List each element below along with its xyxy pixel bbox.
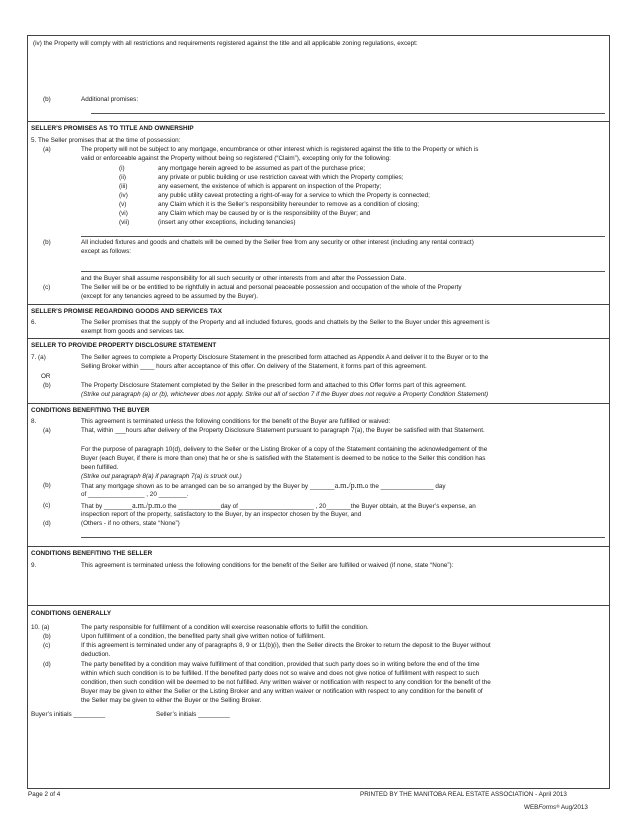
s5-b-line1: All included fixtures and goods and chattels will be owned by the Seller free from any security or other interest (including any rental contract) [81,239,474,246]
s8-d-line1: (Others - if no others, state “None”) [81,520,180,527]
s8-b-line1-pre: That any mortgage shown as to be arranged can be so arranged by the Buyer by _______ [81,483,335,490]
form-frame [27,35,610,789]
s10-a-num: 10. (a) [31,624,50,631]
s8-b-label: (b) [43,482,51,489]
s5-c-label: (c) [43,284,51,291]
s5-item-text: any mortgage herein agreed to be assumed as part of the purchase price; [158,165,366,172]
s7-a-line1: The Seller agrees to complete a Property Disclosure Statement in the prescribed form attached as Appendix A and deliver it to the Buyer or to the [81,354,489,361]
s8-a-label: (a) [43,427,51,434]
s8-p1: For the purpose of paragraph 10(d), delivery to the Seller or the Listing Broker of a copy of the Statement containing the acknowledgement of the [81,446,488,453]
s8-p3: been fulfilled. [81,464,119,471]
s5-exceptions-fill-line[interactable] [81,236,605,237]
s6-num: 6. [31,319,37,326]
s5-a-line2: valid or enforceable against the Property without being so registered (“Claim”), excepting only for the following: [81,155,391,162]
s5-a-label: (a) [43,146,51,153]
s10-d-label: (d) [43,661,51,668]
s8-b-line2: of ________________ , 20 ________. [81,491,189,498]
s7-b-line1: The Property Disclosure Statement completed by the Seller in the prescribed form and attached to this Offer forms part of this agreement. [81,382,467,389]
s5-item-num: (vi) [119,210,128,217]
s5-item-num: (iv) [119,192,128,199]
s7-heading: SELLER TO PROVIDE PROPERTY DISCLOSURE STATEMENT [31,342,217,349]
s5-b-fill-line[interactable] [81,271,605,272]
divider [28,338,609,339]
s10-b-line1: Upon fulfillment of a condition, the benefited party shall give written notice of fulfillment. [81,633,326,640]
s10-heading: CONDITIONS GENERALLY [31,610,112,617]
s9-heading: CONDITIONS BENEFITING THE SELLER [31,550,153,557]
s10-c-line1: If this agreement is terminated under any of paragraphs 8, 9 or 11(b)(i), then the Seller directs the Broker to return the deposit to the Buyer without [81,642,491,649]
printed-by: PRINTED BY THE MANITOBA REAL ESTATE ASSOCIATION - April 2013 [360,791,567,798]
s6-heading: SELLER’S PROMISE REGARDING GOODS AND SERVICES TAX [31,308,222,315]
s8-d-fill-line[interactable] [81,537,605,538]
s5-item-text: any Claim which may be caused by or is the responsibility of the Buyer; and [158,210,371,217]
s10-c-label: (c) [43,642,51,649]
s5-item-text: any private or public building or use restriction caveat with which the Property complies; [158,174,404,181]
s8-a-line1: That, within ___hours after delivery of the Property Disclosure Statement pursuant to paragraph 7(a), the Buyer be satisfied with that Statement. [81,427,485,434]
s5-item-num: (ii) [119,174,127,181]
s9-line1: This agreement is terminated unless the following conditions for the benefit of the Seller are fulfilled or waived (if none, state “None”): [81,562,454,569]
s5-a-line1: The property will not be subject to any mortgage, encumbrance or other interest which is registered against the title to the Property or which is [81,146,479,153]
s7-note: (Strike out paragraph (a) or (b), whichever does not apply. Strike out all of section 7 if the Buyer does not require a Property Condition Statement) [81,391,489,398]
s9-num: 9. [31,562,37,569]
s6-line1: The Seller promises that the supply of the Property and all included fixtures, goods and chattels by the Seller to the Buyer under this agreement is [81,319,490,326]
s10-c-line2: deduction. [81,651,111,658]
s5-heading: SELLER’S PROMISES AS TO TITLE AND OWNERSHIP [31,125,194,132]
s8-c-label: (c) [43,502,51,509]
buyer-initials[interactable]: Buyer’s initials _________ [31,711,106,718]
divider [28,304,609,305]
s8-heading: CONDITIONS BENEFITING THE BUYER [31,407,150,414]
seller-initials[interactable]: Seller’s initials _________ [156,711,230,718]
s8-c-line1-pre: That by ________ [81,503,133,510]
additional-fill-line[interactable] [91,113,605,114]
s5-c-line1: The Seller will be or be entitled to be rightfully in actual and personal peaceable possession and occupation of the whole of the Property [81,284,462,291]
s8-num: 8. [31,418,37,425]
s10-d-line2: within which such condition is to be fulfilled. If the benefited party does not so waive and does not give notice of fulfillment with respect to such [81,670,480,677]
s8-d-label: (d) [43,520,51,527]
s10-d-line3: condition, then such condition will be deemed to be not fulfilled. Any written waiver or notification with respect to any condition for the benefit of the [81,679,491,686]
s5-item-num: (i) [119,165,125,172]
s8-b-line1-post: o the _______________ day [364,483,446,490]
s10-d-line4: Buyer may be given to either the Seller or the Listing Broker and any written waiver or notification with respect to any condition for the benefit of [81,688,483,695]
s8-p-note: (Strike out paragraph 8(a) if paragraph 7(a) is struck out.) [81,473,242,480]
s10-d-line5: the Seller may be given to either the Buyer or the Selling Broker. [81,697,262,704]
s5-item-text: any Claim which it is the Seller’s responsibility hereunder to remove as a condition of closing; [158,201,420,208]
s8-c-line2: inspection report of the property, satisfactory to the Buyer, by an inspector chosen by the Buyer, and [81,511,362,518]
s5-b-line2: except as follows: [81,248,132,255]
s7-or: OR [41,373,51,380]
s5-item-text: (insert any other exceptions, including tenancies) [158,219,296,226]
s8-p2: Buyer (each Buyer, if there is more than one) that he or she is satisfied with the Statement is deemed to be notice to the Seller this condition has [81,455,486,462]
page-number: Page 2 of 4 [28,791,61,798]
s5-item-num: (iii) [119,183,128,190]
divider [28,605,609,606]
webforms-em: Forms [538,804,557,811]
s5-item-text: any public utility caveat protecting a right-of-way for a service to which the Property is connected; [158,192,430,199]
s5-b-line3: and the Buyer shall assume responsibility for all such security or other interests from and after the Possession Date. [81,275,407,282]
s5-item-text: any easement, the existence of which is apparent on inspection of the Property; [158,183,382,190]
s8-c-line1-post: o the ____________day of _____________________ , 20_______the Buyer obtain, at the Buyer’s expense, an [162,503,476,510]
s7-b-label: (b) [43,382,51,389]
additional-label: (b) [43,96,51,103]
s6-line2: exempt from goods and services tax. [81,328,185,335]
s10-b-label: (b) [43,633,51,640]
webforms-pre: WEB [524,804,539,811]
s5-c-line2: (except for any tenancies agreed to be assumed by the Buyer). [81,293,259,300]
s5-item-num: (v) [119,201,127,208]
divider [28,121,609,122]
divider [28,403,609,404]
s10-d-line1: The party benefited by a condition may waive fulfillment of that condition, provided that such party does so in writing before the end of the time [81,661,480,668]
s8-c-ampm[interactable]: a.m./p.m. [132,501,163,510]
s8-intro: This agreement is terminated unless the following conditions for the benefit of the Buyer are fulfilled or waived: [81,418,391,425]
s5-b-label: (b) [43,239,51,246]
clause-iv-text: (iv) the Property will comply with all restrictions and requirements registered against the title and all applicable zoning regulations, except: [33,40,418,47]
s7-num: 7. (a) [31,354,46,361]
divider [28,546,609,547]
s10-a-line1: The party responsible for fulfillment of a condition will exercise reasonable efforts to fulfill the condition. [81,624,369,631]
s8-b-ampm[interactable]: a.m./p.m. [334,481,365,490]
s7-a-line2: Selling Broker within ____ hours after acceptance of this offer. On delivery of the Statement, it forms part of this agreement. [81,363,427,370]
s5-item-num: (vii) [119,219,130,226]
webforms-post: Aug/2013 [559,804,588,811]
registered-mark: ® [556,804,560,809]
webforms-version [524,804,588,813]
additional-text: Additional promises: [81,96,139,103]
s5-intro: 5. The Seller promises that at the time of possession: [31,137,181,144]
